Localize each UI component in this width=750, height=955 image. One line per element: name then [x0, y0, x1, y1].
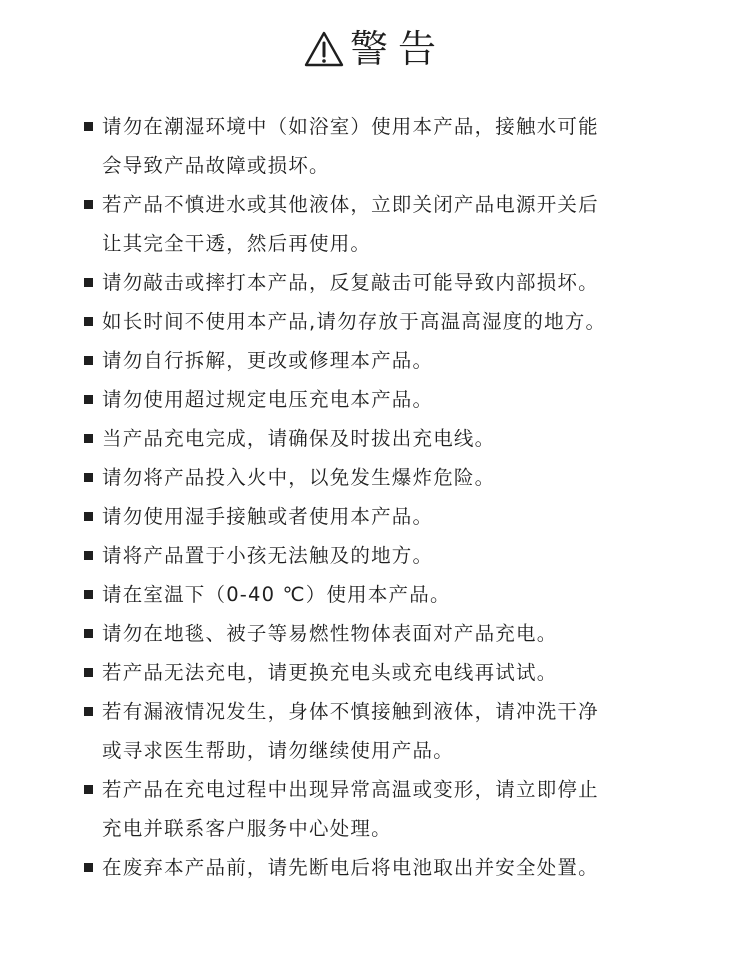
- square-bullet-icon: [84, 668, 93, 677]
- square-bullet-icon: [84, 473, 93, 482]
- warning-item-text: 请勿敲击或摔打本产品，反复敲击可能导致内部损坏。: [102, 271, 599, 294]
- warning-item-text: 请在室温下（0-40 ℃）使用本产品。: [102, 583, 451, 606]
- square-bullet-icon: [84, 590, 93, 599]
- warning-item-text: 请勿在潮湿环境中（如浴室）使用本产品，接触水可能: [102, 115, 599, 138]
- square-bullet-icon: [84, 434, 93, 443]
- warning-item-text: 若有漏液情况发生，身体不慎接触到液体，请冲洗干净: [102, 700, 599, 723]
- warning-item: [84, 107, 694, 185]
- page-title: 警告: [349, 27, 446, 71]
- warning-triangle-icon: [304, 31, 344, 67]
- warning-item-text: 在废弃本产品前，请先断电后将电池取出并安全处置。: [102, 856, 599, 879]
- warning-item: [84, 770, 694, 848]
- warning-item-text: 让其完全干透，然后再使用。: [102, 232, 372, 255]
- warning-item: [84, 575, 694, 614]
- square-bullet-icon: [84, 200, 93, 209]
- warning-item: [84, 263, 694, 302]
- square-bullet-icon: [84, 356, 93, 365]
- square-bullet-icon: [84, 629, 93, 638]
- square-bullet-icon: [84, 785, 93, 794]
- square-bullet-icon: [84, 122, 93, 131]
- square-bullet-icon: [84, 395, 93, 404]
- warning-item-text: 请勿将产品投入火中，以免发生爆炸危险。: [102, 466, 496, 489]
- warning-item: [84, 458, 694, 497]
- warning-item: [84, 302, 694, 341]
- warning-item-text: 当产品充电完成，请确保及时拔出充电线。: [102, 427, 496, 450]
- warning-item-text: 若产品在充电过程中出现异常高温或变形，请立即停止: [102, 778, 599, 801]
- square-bullet-icon: [84, 551, 93, 560]
- warning-item-text: 若产品不慎进水或其他液体，立即关闭产品电源开关后: [102, 193, 599, 216]
- warning-list: [84, 107, 694, 887]
- warning-item: [84, 380, 694, 419]
- warning-header: [0, 24, 750, 74]
- warning-item-text: 请勿使用湿手接触或者使用本产品。: [102, 505, 434, 528]
- warning-item-text: 请勿自行拆解，更改或修理本产品。: [102, 349, 434, 372]
- square-bullet-icon: [84, 863, 93, 872]
- warning-item-text: 会导致产品故障或损坏。: [102, 154, 330, 177]
- warning-item: [84, 692, 694, 770]
- warning-item-text: 或寻求医生帮助，请勿继续使用产品。: [102, 739, 454, 762]
- warning-item: [84, 653, 694, 692]
- square-bullet-icon: [84, 512, 93, 521]
- warning-item-text: 如长时间不使用本产品,请勿存放于高温高湿度的地方。: [102, 310, 607, 333]
- square-bullet-icon: [84, 317, 93, 326]
- warning-item-text: 请将产品置于小孩无法触及的地方。: [102, 544, 434, 567]
- square-bullet-icon: [84, 278, 93, 287]
- warning-item: [84, 614, 694, 653]
- warning-item: [84, 185, 694, 263]
- warning-item: [84, 341, 694, 380]
- square-bullet-icon: [84, 707, 93, 716]
- warning-item-text: 请勿在地毯、被子等易燃性物体表面对产品充电。: [102, 622, 558, 645]
- warning-item-text: 若产品无法充电，请更换充电头或充电线再试试。: [102, 661, 558, 684]
- warning-item-text: 充电并联系客户服务中心处理。: [102, 817, 392, 840]
- warning-item: [84, 848, 694, 887]
- warning-item: [84, 536, 694, 575]
- warning-item: [84, 419, 694, 458]
- warning-item-text: 请勿使用超过规定电压充电本产品。: [102, 388, 434, 411]
- warning-item: [84, 497, 694, 536]
